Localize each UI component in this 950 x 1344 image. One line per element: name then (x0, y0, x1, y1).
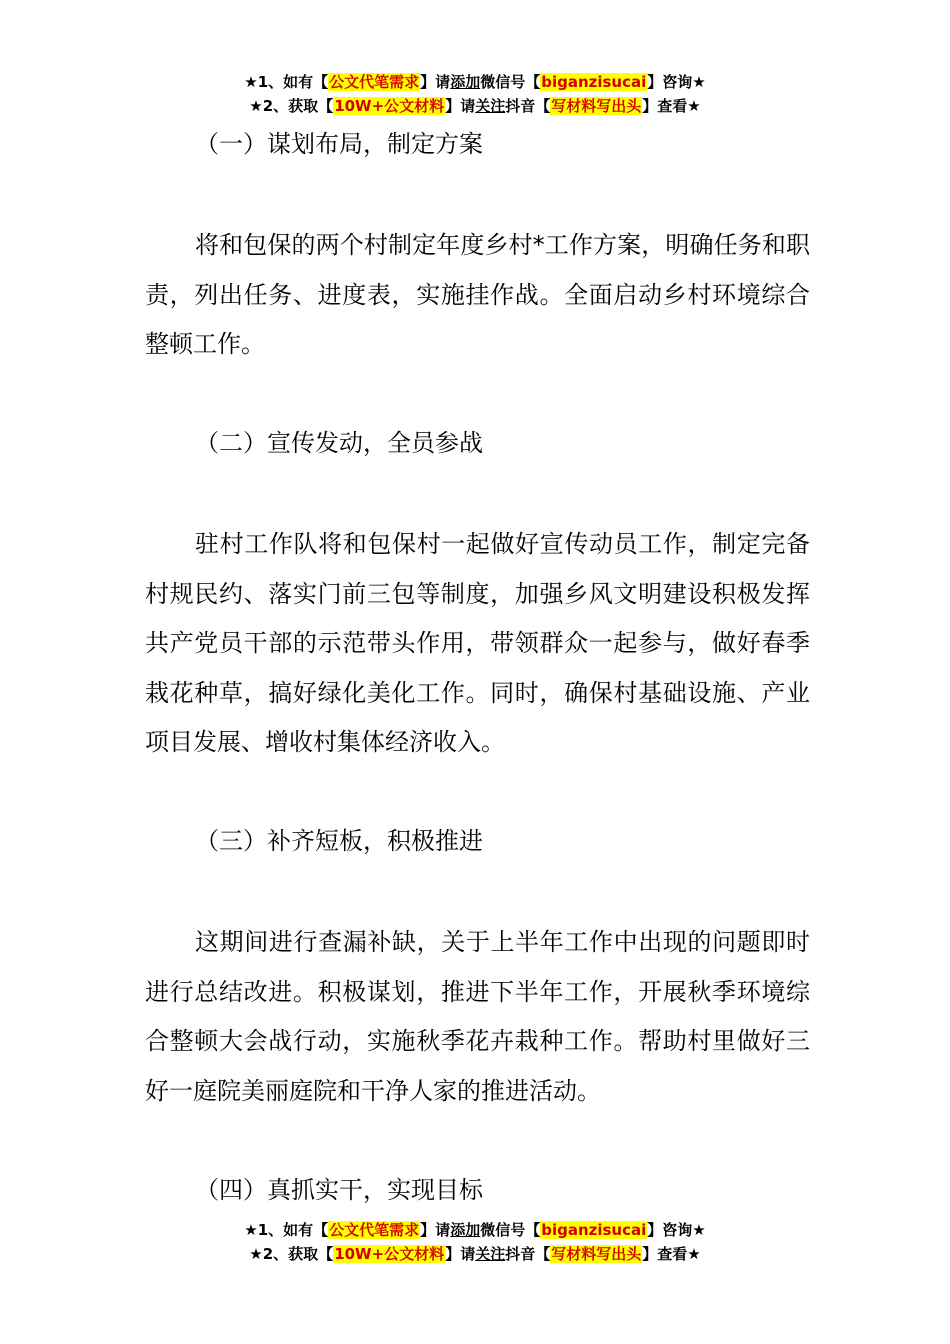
banner-text: 】咨询★ (647, 1221, 706, 1239)
section-body-1: 将和包保的两个村制定年度乡村*工作方案，明确任务和职责，列出任务、进度表，实施挂作战。全面启动乡村环境综合整顿工作。 (145, 231, 810, 358)
highlight-account: 写材料写出头 (551, 97, 642, 115)
banner-text: ★1、如有【 (244, 1221, 329, 1239)
section-heading-1: （一）谋划布局，制定方案 (195, 130, 483, 158)
banner-line-2 (0, 1242, 950, 1266)
banner-text: 抖音【 (505, 97, 551, 115)
banner-underlined-text: 关注 (475, 97, 506, 115)
highlight-wechat-id: biganzisucai (541, 73, 647, 91)
banner-text: 】请 (445, 97, 476, 115)
banner-text: 】请 (420, 1221, 451, 1239)
highlight-service: 公文代笔需求 (329, 1221, 420, 1239)
banner-text: 】查看★ (642, 97, 701, 115)
banner-underlined-text: 关注 (475, 1245, 506, 1263)
banner-text: ★2、获取【 (249, 97, 334, 115)
banner-text: 抖音【 (505, 1245, 551, 1263)
highlight-materials: 10W+公文材料 (334, 97, 445, 115)
banner-text: 】咨询★ (647, 73, 706, 91)
highlight-account: 写材料写出头 (551, 1245, 642, 1263)
banner-line-1 (0, 70, 950, 94)
section-heading-2: （二）宣传发动，全员参战 (195, 429, 483, 457)
banner-text: 】请 (420, 73, 451, 91)
section-body-3: 这期间进行查漏补缺，关于上半年工作中出现的问题即时进行总结改进。积极谋划，推进下半年工作，开展秋季环境综合整顿大会战行动，实施秋季花卉栽种工作。帮助村里做好三好一庭院美丽庭院和干净人家的推进活动。 (145, 928, 810, 1105)
highlight-service: 公文代笔需求 (329, 73, 420, 91)
highlight-materials: 10W+公文材料 (334, 1245, 445, 1263)
banner-underlined-text: 添加 (450, 73, 481, 91)
banner-text: ★1、如有【 (244, 73, 329, 91)
banner-text: 微信号【 (480, 1221, 541, 1239)
footer-banner (0, 1218, 950, 1266)
banner-text: ★2、获取【 (249, 1245, 334, 1263)
banner-text: 】查看★ (642, 1245, 701, 1263)
banner-underlined-text: 添加 (450, 1221, 481, 1239)
section-heading-4: （四）真抓实干，实现目标 (195, 1176, 483, 1204)
section-body-2: 驻村工作队将和包保村一起做好宣传动员工作，制定完备村规民约、落实门前三包等制度，加强乡风文明建设积极发挥共产党员干部的示范带头作用，带领群众一起参与，做好春季栽花种草，搞好绿化美化工作。同时，确保村基础设施、产业项目发展、增收村集体经济收入。 (145, 530, 810, 756)
banner-line-2 (0, 94, 950, 118)
header-banner (0, 70, 950, 118)
banner-line-1 (0, 1218, 950, 1242)
section-heading-3: （三）补齐短板，积极推进 (195, 827, 483, 855)
banner-text: 】请 (445, 1245, 476, 1263)
banner-text: 微信号【 (480, 73, 541, 91)
highlight-wechat-id: biganzisucai (541, 1221, 647, 1239)
